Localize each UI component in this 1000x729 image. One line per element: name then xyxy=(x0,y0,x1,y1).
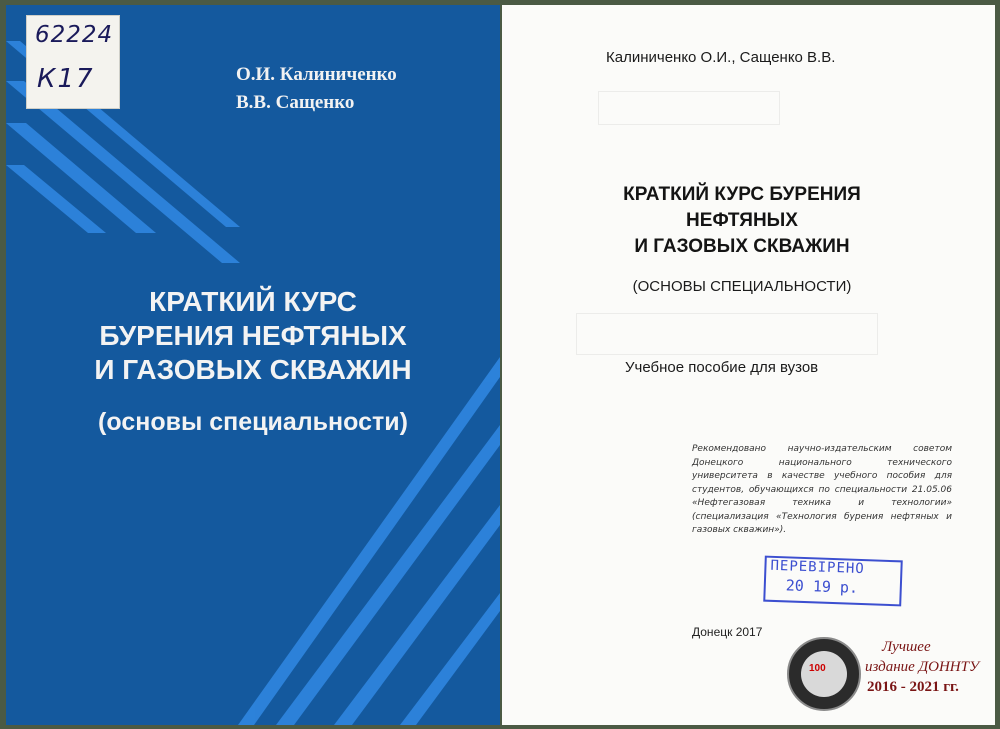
title-line: НЕФТЯНЫХ xyxy=(686,210,798,231)
stamp-text: ПЕРЕВІРЕНО xyxy=(770,557,866,578)
award-line: издание ДОННТУ xyxy=(865,659,980,675)
award-line: Лучшее xyxy=(882,639,931,655)
stripe xyxy=(6,165,106,233)
cover-title xyxy=(6,285,500,387)
badge-number: 100 xyxy=(809,663,826,674)
faint-stamp-imprint xyxy=(598,91,780,125)
stripe xyxy=(400,593,500,725)
title-line: И ГАЗОВЫХ СКВАЖИН xyxy=(634,236,850,257)
anniversary-badge-icon xyxy=(787,637,861,711)
cover-title-line: КРАТКИЙ КУРС xyxy=(149,286,357,317)
book-cover xyxy=(6,5,500,725)
title-line: КРАТКИЙ КУРС БУРЕНИЯ xyxy=(623,184,861,205)
sticker-code: 62224 xyxy=(35,22,114,48)
title-page-authors: Калиниченко О.И., Сащенко В.В. xyxy=(606,49,836,66)
title-page xyxy=(502,5,995,725)
stripe xyxy=(276,425,500,725)
city-year: Донецк 2017 xyxy=(692,625,763,639)
award-years: 2016 - 2021 гг. xyxy=(867,679,959,695)
title-page-title xyxy=(562,182,922,260)
cover-subtitle: (основы специальности) xyxy=(98,408,408,436)
badge-inner xyxy=(801,651,847,697)
publication-type: Учебное пособие для вузов xyxy=(625,359,819,376)
recommendation-text: Рекомендовано научно-издательским советом Донецкого национального технического университета в качестве учебного пособия для студентов, обучающихся по специальности 21.05.06 «Нефтегазовая техника и технологии» (специализация «Технология бурения нефтяных и газовых скважин»). xyxy=(692,444,952,535)
cover-author: В.В. Сащенко xyxy=(236,92,355,113)
award-sticker xyxy=(787,635,995,725)
cover-title-line: БУРЕНИЯ НЕФТЯНЫХ xyxy=(99,320,407,351)
cover-authors xyxy=(236,61,397,117)
stamp-date: 20 19 р. xyxy=(785,576,859,597)
cover-author: О.И. Калиниченко xyxy=(236,64,397,85)
library-sticker xyxy=(26,15,120,109)
faint-stamp-imprint xyxy=(576,313,878,355)
checked-stamp xyxy=(763,556,903,607)
title-page-subtitle: (ОСНОВЫ СПЕЦИАЛЬНОСТИ) xyxy=(632,278,852,295)
sticker-shelf: К17 xyxy=(37,64,95,94)
cover-title-line: И ГАЗОВЫХ СКВАЖИН xyxy=(94,354,412,385)
